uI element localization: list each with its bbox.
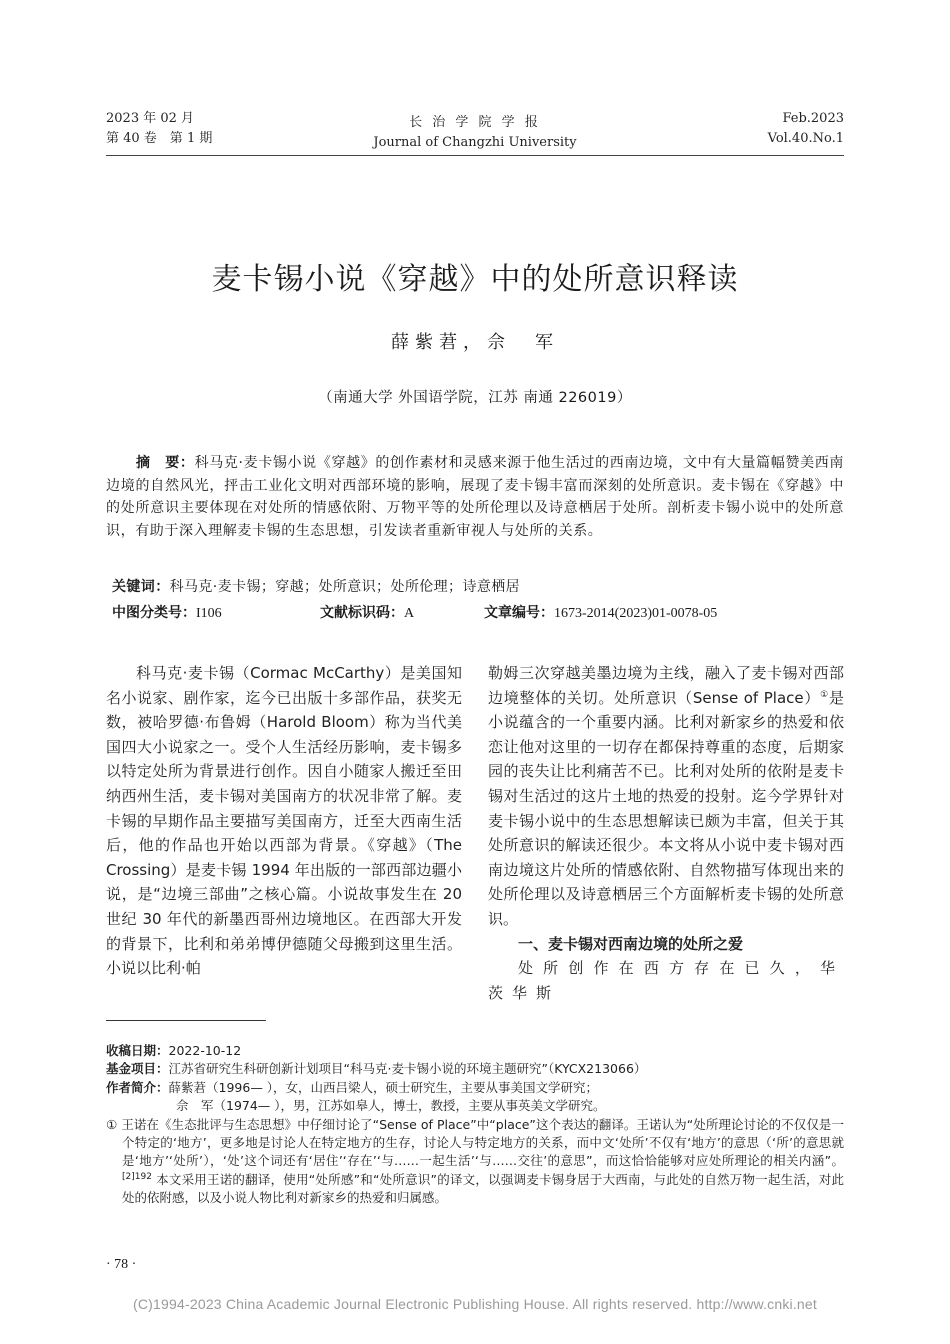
received-date — [106, 1042, 844, 1060]
journal-name-en: Journal of Changzhi University — [373, 135, 577, 150]
received-value: 2022-10-12 — [168, 1043, 242, 1058]
received-label: 收稿日期： — [106, 1043, 169, 1058]
citation-reference[interactable]: [2]192 — [122, 1171, 152, 1182]
header-center — [330, 113, 620, 153]
journal-name-cn: 长 治 学 院 学 报 — [409, 115, 541, 130]
section-heading: 一、麦卡锡对西南边境的处所之爱 — [518, 934, 744, 953]
document-code — [320, 602, 414, 625]
body-text-b: 是小说蕴含的一个重要内涵。比利对新家乡的热爱和依恋让他对这里的一切存在都保持尊重的态度，后期家园的丧失让比利痛苦不已。比利对处所的依附是麦卡锡对生活过的这片土地的热爱的投射。迄今学界针对麦卡锡小说中的生态思想解读已颇为丰富，但关于其处所意识的解读还很少。本文将从小说中麦卡锡对西南边境这片处所的情感依附、自然物描写体现出来的处所伦理以及诗意栖居三个方面解析麦卡锡的处所意识。 — [488, 688, 844, 928]
clc-label: 中图分类号： — [112, 605, 196, 621]
footnote-reference[interactable]: ① — [820, 689, 829, 700]
article-number — [484, 602, 717, 625]
footnote-mark: ① — [106, 1116, 118, 1132]
footnotes — [106, 1042, 844, 1208]
footnote-text-a: 王诺在《生态批评与生态思想》中仔细讨论了“Sense of Place”中“place”这个表达的翻译。王诺认为“处所理论讨论的不仅仅是一个特定的‘地方’，更多地是讨论人在特定地方的生存，讨论人与特定地方的关系，而中文‘处所’不仅有‘地方’的意思（‘所’的意思就是‘地方’‘处所’），‘处’这个词还有‘居住’‘存在’‘与……一起生活’‘与……交往’的意思”，而这恰恰能够对应处所理论的相关内涵”。 — [121, 1116, 844, 1169]
body-text-a: 勒姆三次穿越美墨边境为主线，融入了麦卡锡对西部边境整体的关切。处所意识（Sense of Place） — [488, 664, 844, 707]
body-paragraph-next: 处所创作在西方存在已久，华茨华斯 — [488, 959, 844, 1002]
footnote-rule — [106, 1020, 266, 1021]
clc-value: I106 — [196, 606, 222, 621]
fund-project — [106, 1060, 844, 1078]
issue-date-cn: 2023 年 02 月 — [106, 111, 195, 126]
footnote-1 — [106, 1116, 844, 1208]
header-right — [768, 109, 844, 149]
article-no-label: 文章编号： — [484, 605, 554, 621]
issue-volume-en: Vol.40.No.1 — [767, 131, 844, 146]
keywords-text: 科马克·麦卡锡；穿越；处所意识；处所伦理；诗意栖居 — [169, 579, 521, 595]
bio-text-1: 薛紫莙（1996— ），女，山西吕梁人，硕士研究生，主要从事美国文学研究； — [168, 1079, 599, 1095]
body-column-left — [106, 661, 462, 981]
keywords-label: 关键词： — [112, 579, 170, 595]
issue-date-en: Feb.2023 — [782, 111, 844, 126]
keywords — [106, 576, 844, 598]
clc-code — [112, 602, 222, 625]
doc-code-value: A — [404, 606, 415, 621]
abstract — [106, 452, 844, 542]
header-rule — [106, 155, 844, 156]
article-no-value: 1673-2014(2023)01-0078-05 — [554, 606, 718, 621]
article-authors: 薛紫莙，佘 军 — [391, 332, 559, 353]
bio-label: 作者简介： — [106, 1079, 169, 1095]
copyright-watermark: (C)1994-2023 China Academic Journal Electronic Publishing House. All rights reserved. http://www.cnki.net — [133, 1296, 817, 1312]
body-paragraph: 科马克·麦卡锡（Cormac McCarthy）是美国知名小说家、剧作家，迄今已出版十多部作品，获奖无数，被哈罗德·布鲁姆（Harold Bloom）称为当代美国四大小说家之一。受个人生活经历影响，麦卡锡多以特定处所为背景进行创作。因自小随家人搬迁至田纳西州生活，麦卡锡对美国南方的状况非常了解。麦卡锡的早期作品主要描写美国南方，迁至大西南生活后，他的作品也开始以西部为背景。《穿越》（The Crossing）是麦卡锡 1994 年出版的一部西部边疆小说，是“边境三部曲”之核心篇。小说故事发生在 20 世纪 30 年代的新墨西哥州边境地区。在西部大开发的背景下，比利和弟弟博伊德随父母搬到这里生活。小说以比利·帕 — [106, 664, 462, 978]
doc-code-label: 文献标识码： — [320, 605, 404, 621]
footnote-text-b: 本文采用王诺的翻译，使用“处所感”和“处所意识”的译文，以强调麦卡锡身居于大西南，与此处的自然万物一起生活，对此处的依附感，以及小说人物比利对新家乡的热爱和归属感。 — [122, 1171, 844, 1206]
author-bio-2: 佘 军（1974— ），男，江苏如皋人，博士，教授，主要从事英美文学研究。 — [176, 1098, 606, 1114]
abstract-label: 摘 要： — [136, 455, 195, 471]
abstract-text: 科马克·麦卡锡小说《穿越》的创作素材和灵感来源于他生活过的西南边境，文中有大量篇幅赞美西南边境的自然风光，抨击工业化文明对西部环境的影响，展现了麦卡锡丰富而深刻的处所意识。麦卡锡在《穿越》中的处所意识主要体现在对处所的情感依附、万物平等的处所伦理以及诗意栖居于处所。剖析麦卡锡小说中的处所意识，有助于深入理解麦卡锡的生态思想，引发读者重新审视人与处所的关系。 — [106, 455, 844, 539]
fund-label: 基金项目： — [106, 1061, 169, 1077]
header-left — [106, 109, 212, 149]
issue-volume-cn: 第 40 卷 第 1 期 — [106, 131, 213, 146]
body-column-right — [488, 661, 844, 1005]
author-bio-1 — [106, 1079, 844, 1097]
body-paragraph-continued — [488, 661, 844, 932]
page-number: · 78 · — [106, 1257, 137, 1272]
article-affiliation: （南通大学 外国语学院，江苏 南通 226019） — [318, 390, 632, 406]
article-title: 麦卡锡小说《穿越》中的处所意识释读 — [211, 262, 739, 297]
fund-value: 江苏省研究生科研创新计划项目“科马克·麦卡锡小说的环境主题研究”（KYCX213066） — [168, 1061, 647, 1077]
